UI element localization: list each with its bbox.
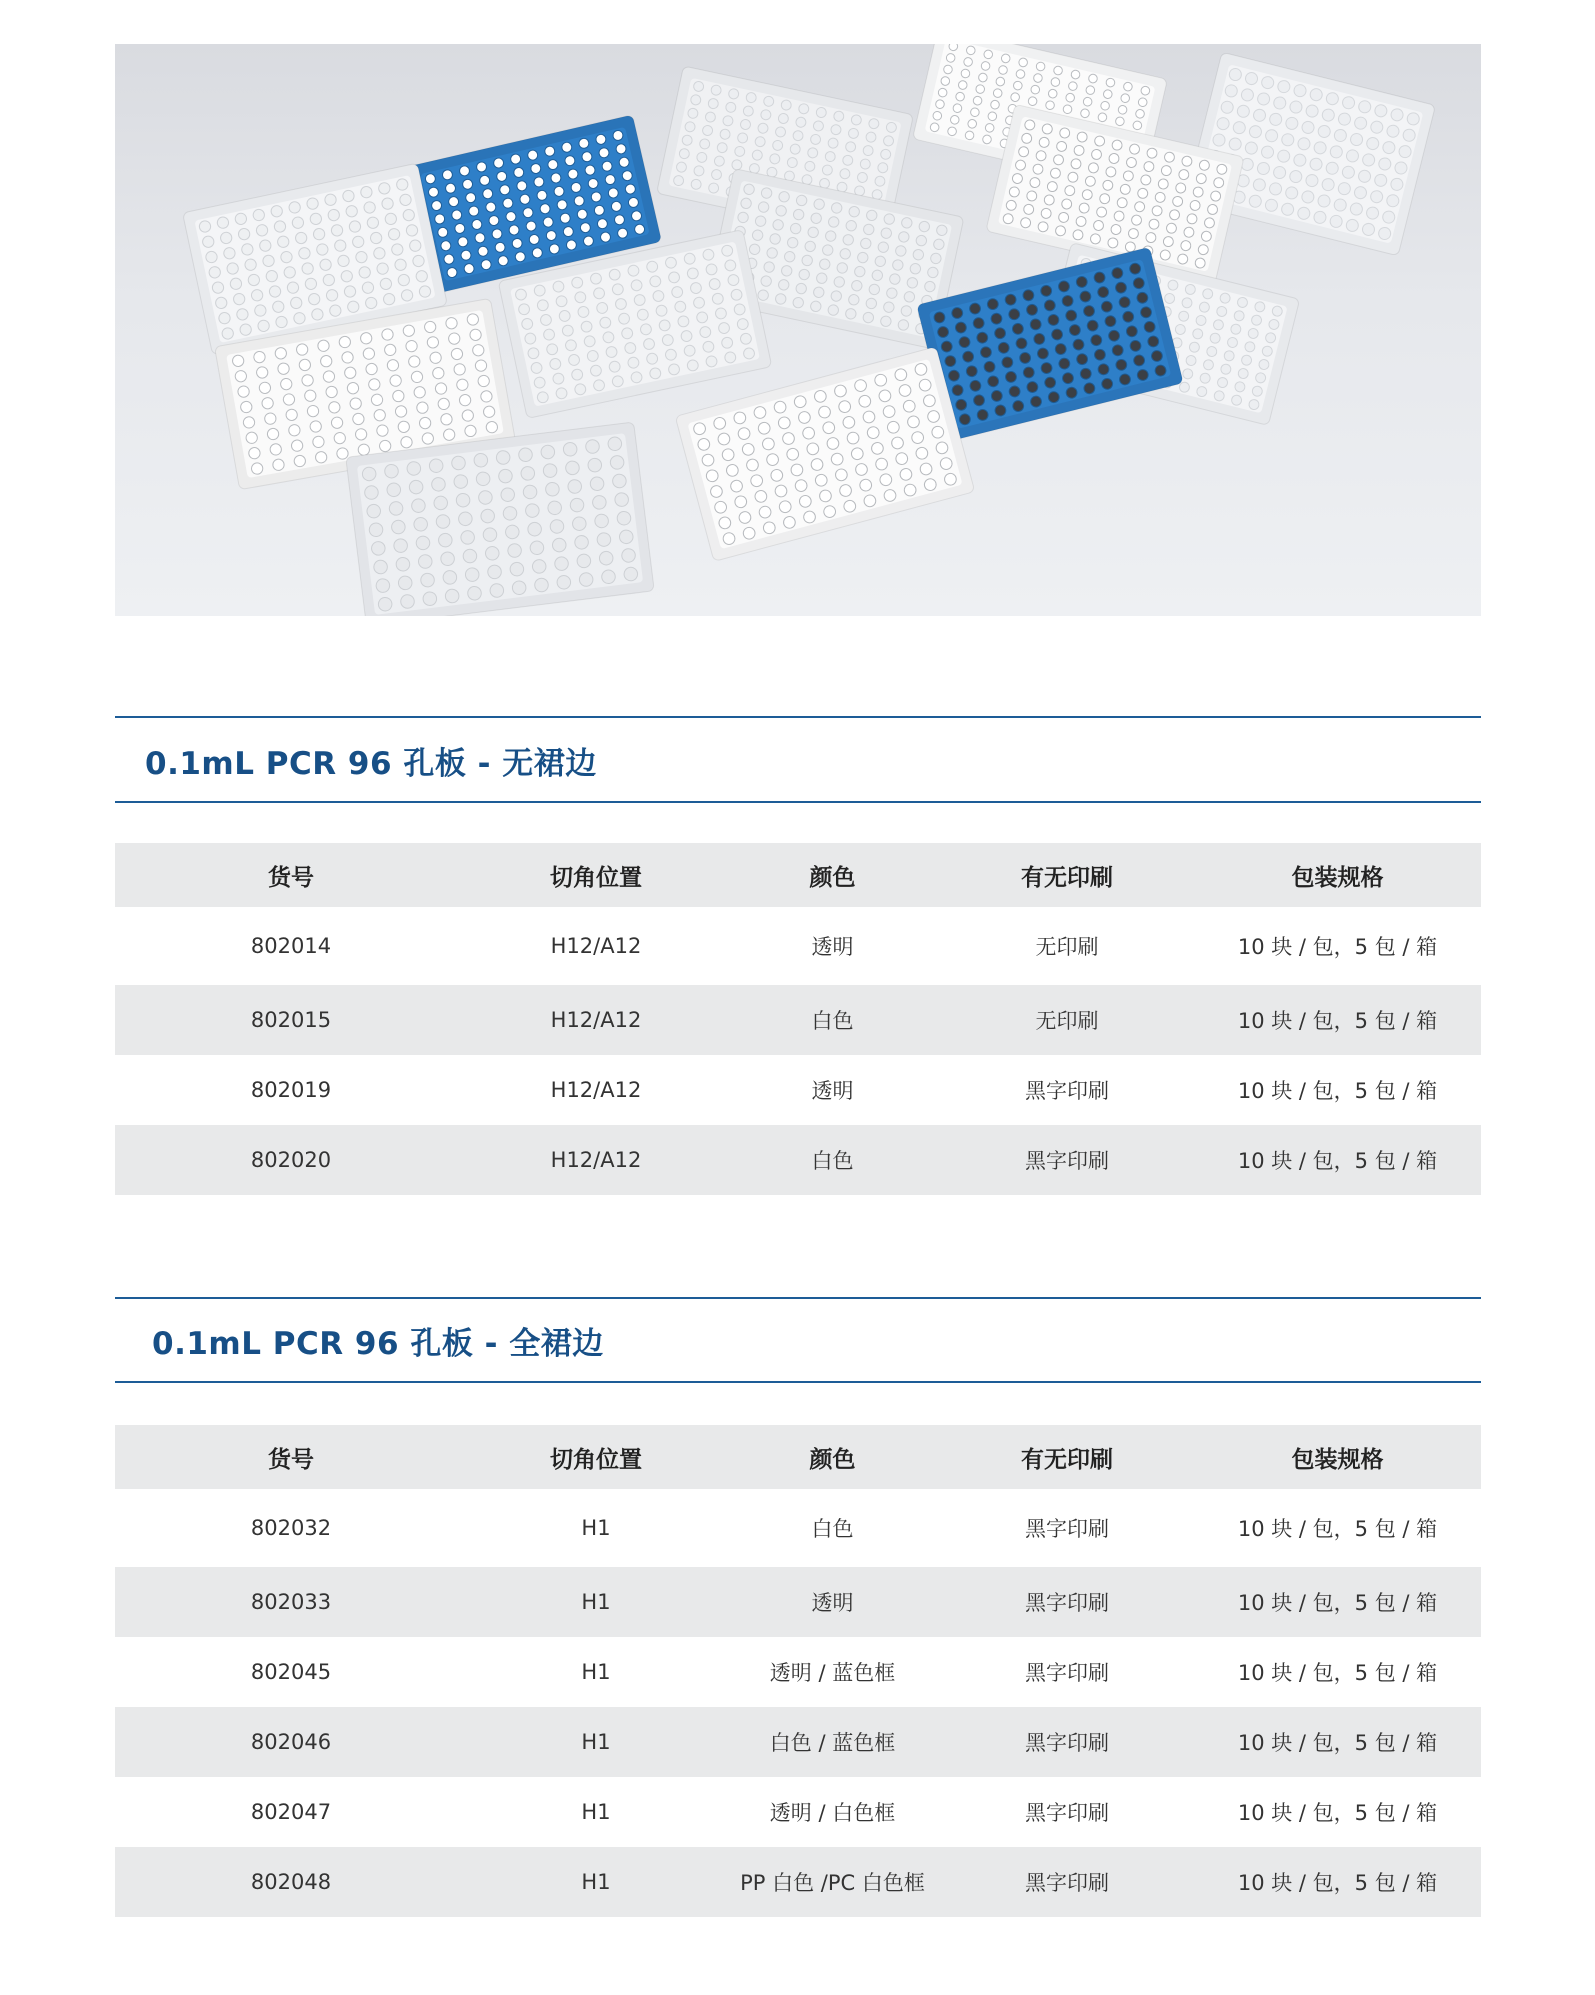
cell-color: 透明 <box>811 935 854 959</box>
pcr-plates-illustration <box>115 44 1481 616</box>
cell-printing: 黑字印刷 <box>940 1567 1194 1637</box>
spec-table-full-skirt <box>115 1425 1481 1917</box>
table-header-row <box>115 1425 1481 1489</box>
cell-color: 透明 / 白色框 <box>769 1801 896 1825</box>
cell-color: PP 白色 /PC 白色框 <box>725 1847 940 1917</box>
table-row <box>115 1707 1481 1777</box>
cell-item-no: 802014 <box>250 934 332 958</box>
cell-item-no: 802045 <box>250 1660 332 1684</box>
table-row <box>115 1847 1481 1917</box>
cell-printing: 黑字印刷 <box>940 1847 1194 1917</box>
cell-cut-corner: H1 <box>581 1660 611 1684</box>
table-row <box>115 1567 1481 1637</box>
table-header-row <box>115 843 1481 907</box>
cell-color: 白色 <box>811 1517 854 1541</box>
cell-color: 透明 <box>811 1079 854 1103</box>
cell-packaging: 10 块 / 包，5 包 / 箱 <box>1237 1661 1438 1685</box>
cell-packaging: 10 块 / 包，5 包 / 箱 <box>1237 1517 1438 1541</box>
section-1-title: 0.1mL PCR 96 孔板 - 无裙边 <box>145 746 597 782</box>
cell-packaging: 10 块 / 包，5 包 / 箱 <box>1237 1079 1438 1103</box>
cell-color: 透明 / 蓝色框 <box>769 1661 896 1685</box>
table-row <box>115 907 1481 985</box>
cell-item-no: 802015 <box>115 985 467 1055</box>
cell-color: 白色 <box>725 1125 940 1195</box>
section-1-bottom-rule <box>115 801 1481 803</box>
header-printing: 有无印刷 <box>940 1425 1194 1489</box>
cell-cut-corner: H12/A12 <box>467 985 725 1055</box>
cell-printing: 无印刷 <box>940 985 1194 1055</box>
section-2-top-rule <box>115 1297 1481 1299</box>
cell-packaging: 10 块 / 包，5 包 / 箱 <box>1194 1707 1481 1777</box>
cell-printing: 黑字印刷 <box>1025 1661 1109 1685</box>
section-2-bottom-rule <box>115 1381 1481 1383</box>
header-cut-corner: 切角位置 <box>467 843 725 907</box>
spec-table-no-skirt <box>115 843 1481 1195</box>
product-photo <box>115 44 1481 616</box>
cell-cut-corner: H12/A12 <box>550 934 642 958</box>
table-row <box>115 1055 1481 1125</box>
header-color: 颜色 <box>725 843 940 907</box>
table-row <box>115 1637 1481 1707</box>
header-printing: 有无印刷 <box>940 843 1194 907</box>
table-row <box>115 1125 1481 1195</box>
cell-cut-corner: H12/A12 <box>550 1078 642 1102</box>
cell-color: 白色 <box>725 985 940 1055</box>
cell-packaging: 10 块 / 包，5 包 / 箱 <box>1194 985 1481 1055</box>
cell-cut-corner: H1 <box>467 1847 725 1917</box>
cell-cut-corner: H1 <box>467 1567 725 1637</box>
cell-item-no: 802033 <box>115 1567 467 1637</box>
cell-packaging: 10 块 / 包，5 包 / 箱 <box>1194 1567 1481 1637</box>
section-1-top-rule <box>115 716 1481 718</box>
cell-printing: 无印刷 <box>1035 935 1099 959</box>
cell-color: 透明 <box>725 1567 940 1637</box>
cell-packaging: 10 块 / 包，5 包 / 箱 <box>1194 1847 1481 1917</box>
cell-cut-corner: H1 <box>581 1516 611 1540</box>
cell-printing: 黑字印刷 <box>1025 1079 1109 1103</box>
section-2-title: 0.1mL PCR 96 孔板 - 全裙边 <box>152 1326 604 1362</box>
cell-packaging: 10 块 / 包，5 包 / 箱 <box>1237 1801 1438 1825</box>
plate-white-4 <box>675 347 975 562</box>
plate-blue-dark <box>917 247 1184 441</box>
header-packaging: 包装规格 <box>1194 843 1481 907</box>
cell-cut-corner: H1 <box>581 1800 611 1824</box>
cell-item-no: 802020 <box>115 1125 467 1195</box>
cell-color: 白色 / 蓝色框 <box>725 1707 940 1777</box>
cell-item-no: 802046 <box>115 1707 467 1777</box>
cell-printing: 黑字印刷 <box>1025 1517 1109 1541</box>
cell-packaging: 10 块 / 包，5 包 / 箱 <box>1237 935 1438 959</box>
header-packaging: 包装规格 <box>1194 1425 1481 1489</box>
cell-item-no: 802019 <box>250 1078 332 1102</box>
header-color: 颜色 <box>725 1425 940 1489</box>
cell-cut-corner: H12/A12 <box>467 1125 725 1195</box>
header-cut-corner: 切角位置 <box>467 1425 725 1489</box>
table-row <box>115 985 1481 1055</box>
cell-printing: 黑字印刷 <box>1025 1801 1109 1825</box>
cell-item-no: 802048 <box>115 1847 467 1917</box>
table-row <box>115 1777 1481 1847</box>
cell-printing: 黑字印刷 <box>940 1125 1194 1195</box>
table-row <box>115 1489 1481 1567</box>
header-item-no: 货号 <box>115 843 467 907</box>
header-item-no: 货号 <box>115 1425 467 1489</box>
cell-cut-corner: H1 <box>467 1707 725 1777</box>
cell-item-no: 802032 <box>250 1516 332 1540</box>
cell-printing: 黑字印刷 <box>940 1707 1194 1777</box>
cell-packaging: 10 块 / 包，5 包 / 箱 <box>1194 1125 1481 1195</box>
cell-item-no: 802047 <box>250 1800 332 1824</box>
